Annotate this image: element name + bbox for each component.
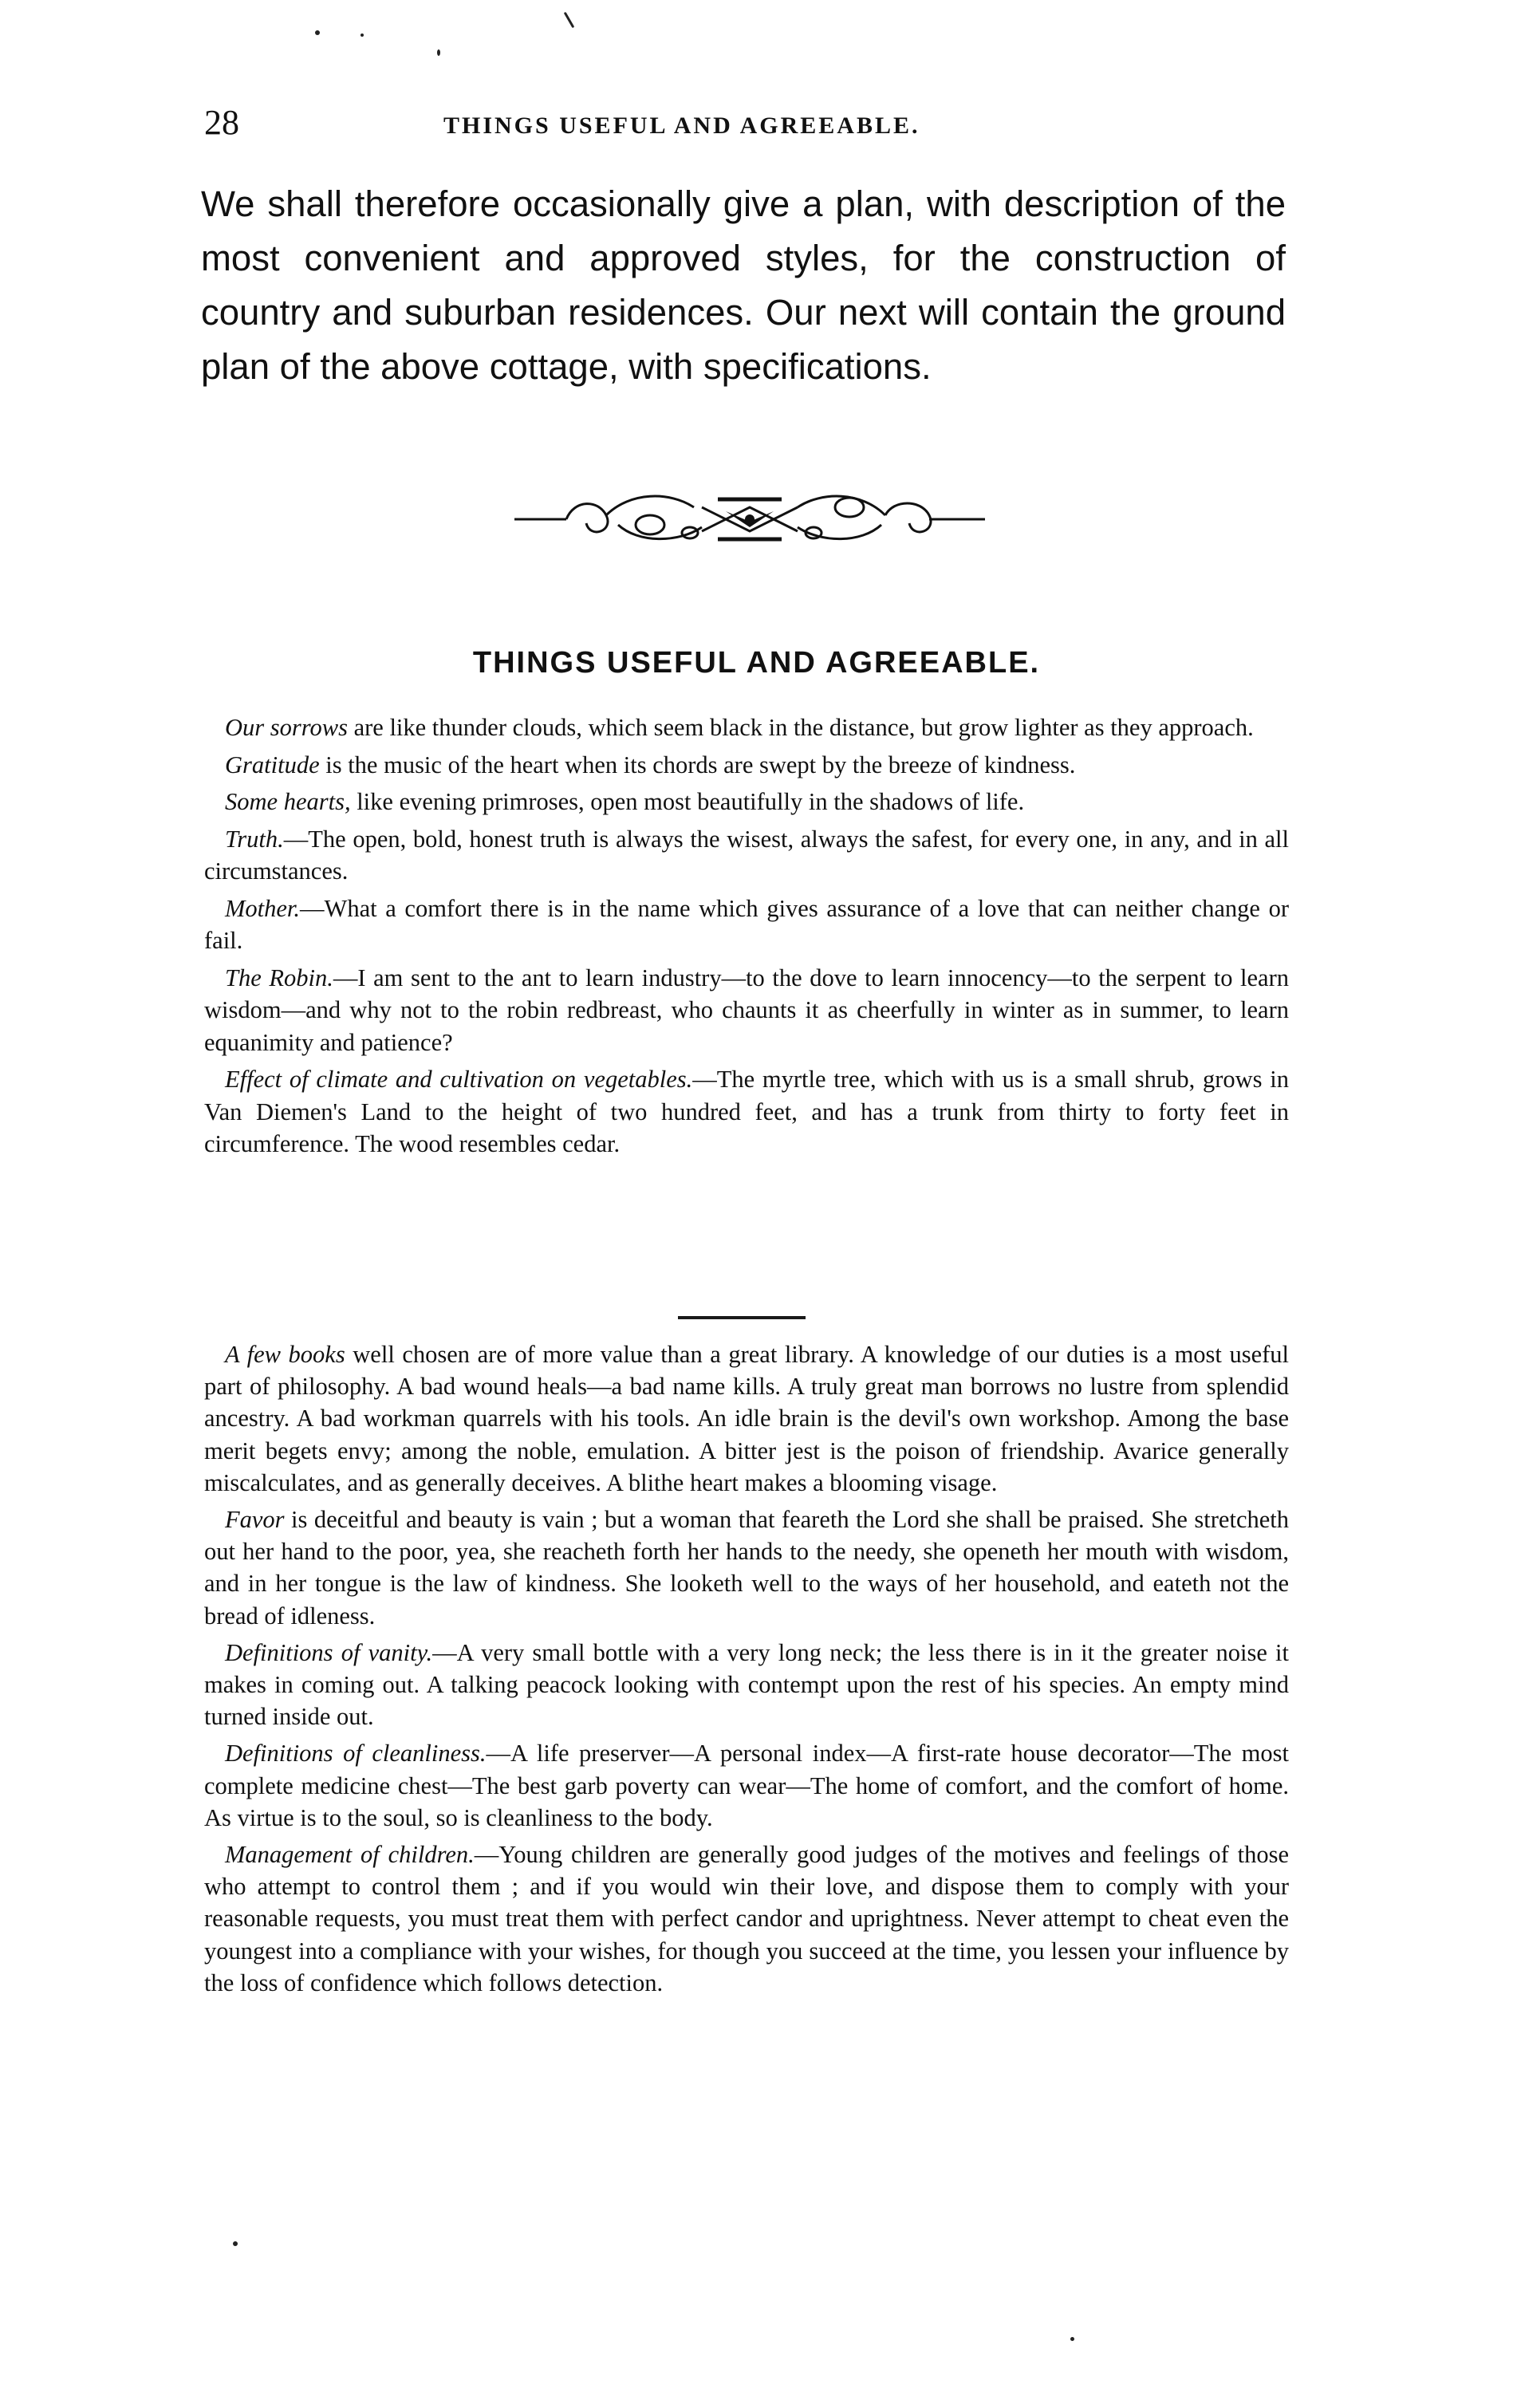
essay-paragraph bbox=[204, 1737, 1289, 1834]
maxim-lead: Effect of climate and cultivation on vegetables. bbox=[225, 1066, 693, 1093]
essay-text: well chosen are of more value than a great library. A knowledge of our duties is a most useful part of philosophy. A bad wound heals—a bad name kills. A truly great man borrows no lustre from splendid ancestry. A bad workman quarrels with his tools. An idle brain is the devil's own workshop. Among the base merit begets envy; among the noble, emulation. A bitter jest is the poison of friendship. Avarice generally miscalculates, and as generally deceives. A blithe heart makes a blooming visage. bbox=[204, 1341, 1289, 1496]
ornamental-divider bbox=[510, 475, 989, 563]
maxim-lead: Some hearts, bbox=[225, 788, 351, 815]
maxim-paragraph bbox=[204, 1063, 1289, 1161]
print-speck bbox=[564, 12, 575, 29]
maxim-lead: Truth. bbox=[225, 825, 284, 853]
maxim-text: like evening primroses, open most beautifully in the shadows of life. bbox=[350, 788, 1025, 815]
page-header bbox=[204, 102, 1321, 150]
essay-text: is deceitful and beauty is vain ; but a woman that feareth the Lord she shall be praised. She stretcheth out her hand to the poor, yea, she reacheth forth her hands to the needy, she openeth her mouth with wisdom, and in her tongue is the law of kindness. She looketh well to the ways of her household, and eateth not the bread of idleness. bbox=[204, 1506, 1289, 1630]
maxim-paragraph bbox=[204, 893, 1289, 957]
essay-text: —A very small bottle with a very long neck; the less there is in it the greater noise it makes in coming out. A talking peacock looking with contempt upon the rest of his species. An empty mind turned inside out. bbox=[204, 1638, 1289, 1731]
maxim-lead: The Robin. bbox=[225, 964, 333, 991]
essay-paragraph bbox=[204, 1839, 1289, 1999]
maxim-paragraph bbox=[204, 823, 1289, 888]
print-speck bbox=[361, 33, 364, 37]
essay-lead: Management of children. bbox=[225, 1841, 475, 1869]
essay-paragraph bbox=[204, 1637, 1289, 1733]
essay-paragraph bbox=[204, 1504, 1289, 1632]
print-speck bbox=[1070, 2337, 1074, 2341]
section-heading: THINGS USEFUL AND AGREEABLE. bbox=[472, 646, 1041, 680]
maxims-section bbox=[204, 711, 1289, 1165]
maxim-lead: Mother. bbox=[225, 894, 301, 922]
maxim-lead: Gratitude bbox=[225, 751, 320, 778]
maxim-lead: Our sorrows bbox=[225, 714, 348, 741]
essay-text: —A life preserver—A personal index—A first-rate house decorator—The most complete medicine chest—The best garb poverty can wear—The home of comfort, and the comfort of home. As virtue is to the soul, so is cleanliness to the body. bbox=[204, 1740, 1289, 1831]
essays-section bbox=[204, 1338, 1289, 2004]
running-head: THINGS USEFUL AND AGREEABLE. bbox=[443, 112, 920, 139]
maxim-text: —What a comfort there is in the name which gives assurance of a love that can neither change or fail. bbox=[204, 894, 1289, 954]
maxim-paragraph bbox=[204, 749, 1289, 782]
maxim-text: are like thunder clouds, which seem black in the distance, but grow lighter as they approach. bbox=[347, 714, 1254, 741]
intro-paragraph: We shall therefore occasionally give a plan, with description of the most convenient and approved styles, for the construction of country and suburban residences. Our next will contain the ground plan of the above cottage, with specifications. bbox=[201, 183, 1286, 387]
page-number: 28 bbox=[204, 103, 239, 142]
maxim-text: —I am sent to the ant to learn industry—to the dove to learn innocency—to the serpent to learn wisdom—and why not to the robin redbreast, who chaunts it as cheerfully in winter as in summer, to learn equanimity and patience? bbox=[204, 964, 1290, 1056]
maxim-paragraph bbox=[204, 786, 1289, 818]
maxim-text: is the music of the heart when its chords are swept by the breeze of kindness. bbox=[319, 751, 1076, 778]
maxim-text: —The myrtle tree, which with us is a small shrub, grows in Van Diemen's Land to the height of two hundred feet, and has a trunk from thirty to forty feet in circumference. The wood resembles cedar. bbox=[204, 1066, 1289, 1157]
essay-text: —Young children are generally good judges of the motives and feelings of those who attempt to control them ; and if you would win their love, and dispose them to comply with your reasonable requests, you must treat them with perfect candor and uprightness. Never attempt to cheat even the youngest into a compliance with your wishes, for though you succeed at the time, you lessen your influence by the loss of confidence which follows detection. bbox=[204, 1841, 1289, 1996]
essay-lead: Favor bbox=[225, 1506, 285, 1534]
maxim-paragraph bbox=[204, 711, 1289, 744]
essay-lead: Definitions of vanity. bbox=[225, 1638, 433, 1666]
maxim-text: —The open, bold, honest truth is always the wisest, always the safest, for every one, in any, and in all circumstances. bbox=[204, 825, 1289, 885]
print-speck bbox=[233, 2241, 238, 2246]
essay-lead: Definitions of cleanliness. bbox=[225, 1740, 487, 1768]
print-speck bbox=[315, 30, 320, 35]
essay-lead: A few books bbox=[225, 1341, 345, 1368]
maxim-paragraph bbox=[204, 962, 1289, 1059]
print-speck bbox=[437, 49, 440, 56]
section-rule bbox=[678, 1316, 806, 1319]
essay-paragraph bbox=[204, 1338, 1289, 1499]
